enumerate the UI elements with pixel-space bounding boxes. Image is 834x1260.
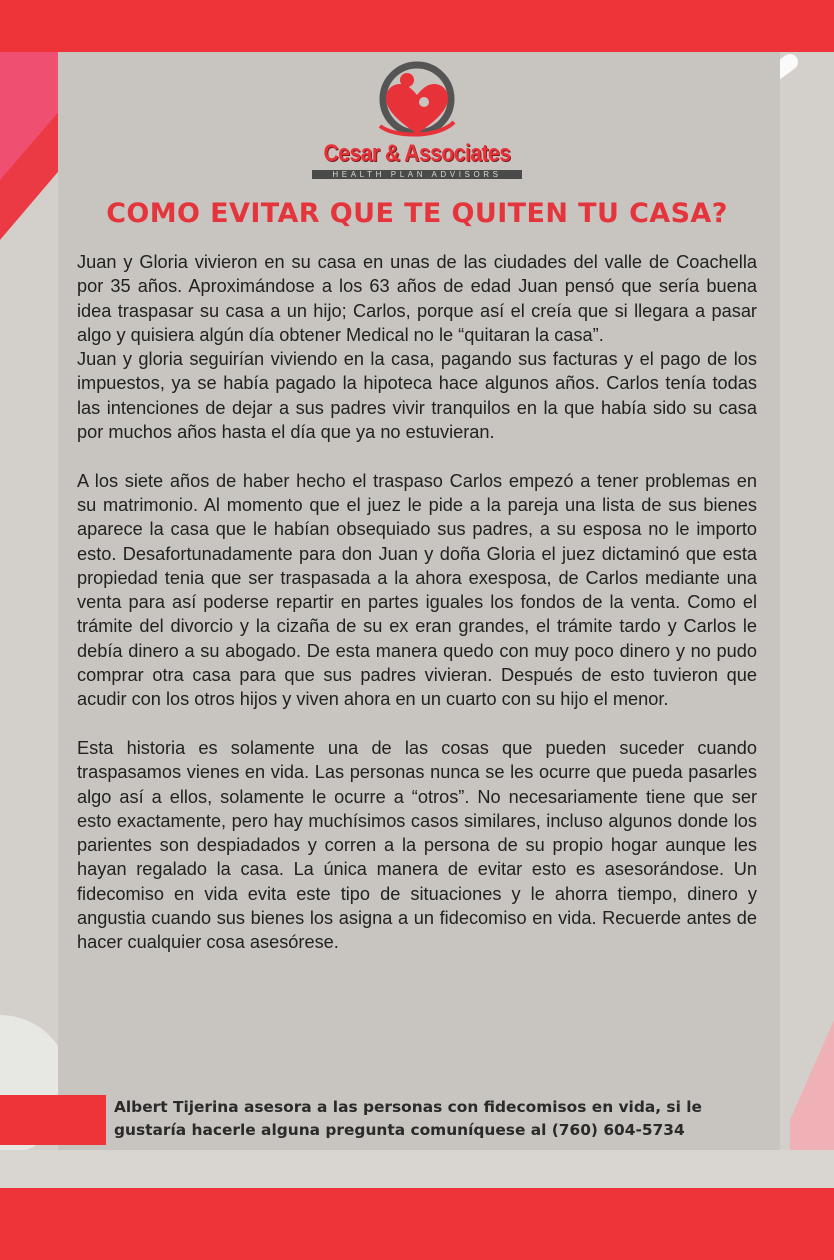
bottom-grey-band [0, 1150, 834, 1188]
paragraph-1: Juan y Gloria vivieron en su casa en unas de las ciudades del valle de Coachella por 35 años. Aproximándose a los 63 años de edad Juan pensó que sería buena idea traspasar su casa a un hijo; Carlos, porque así el creía que si llegara a pasar algo y quisiera algún día obtener Medical no le “quitaran la casa”. [77, 252, 757, 345]
article-title: COMO EVITAR QUE TE QUITEN TU CASA? [106, 198, 728, 229]
footer-red-bar [0, 1095, 106, 1145]
bottom-red-band [0, 1188, 834, 1260]
paragraph-4: Esta historia es solamente una de las cosas que pueden suceder cuando traspasamos vienes en vida. Las personas nunca se les ocurre que pueda pasarles algo así a ellos, solamente le ocurre a “otros”. No necesariamente tiene que ser esto exactamente, pero hay muchísimos casos similares, incluso algunos donde los parientes son despiadados y corren a la persona de su propio hogar aunque les hayan regalado la casa. La única manera de evitar esto es asesorándose. Un fidecomiso en vida evita este tipo de situaciones y le ahorra tiempo, dinero y angustia cuando sus bienes los asigna a un fidecomiso en vida. Recuerde antes de hacer cualquier cosa asesórese. [77, 737, 757, 953]
brand-name: Cesar & Associates [323, 140, 511, 167]
paragraph-3: A los siete años de haber hecho el traspaso Carlos empezó a tener problemas en su matrimonio. Al momento que el juez le pide a la pareja una lista de sus bienes aparece la casa que le habían obsequiado sus padres, a su esposa no le importo esto. Desafortunadamente para don Juan y doña Gloria el juez dictaminó que esta propiedad tenia que ser traspasada a la ahora exesposa, de Carlos mediante una venta para así poderse repartir en partes iguales los fondos de la venta. Como el trámite del divorcio y la cizaña de su ex eran grandes, el trámite tardo y Carlos le debía dinero a su abogado. De esta manera quedo con muy poco dinero y no pudo comprar otra casa para que sus padres vivieran. Después de esto tuvieron que acudir con los otros hijos y viven ahora en un cuarto con su hijo el menor. [77, 470, 757, 710]
article-body [77, 250, 757, 955]
contact-note: Albert Tijerina asesora a las personas con fidecomisos en vida, si le gustaría hacerle alguna pregunta comuníquese al (760) 604-5734 [114, 1098, 702, 1139]
brand-tagline: HEALTH PLAN ADVISORS [312, 170, 522, 179]
paragraph-2: Juan y gloria seguirían viviendo en la casa, pagando sus facturas y el pago de los impuestos, ya se había pagado la hipoteca hace algunos años. Carlos tenía todas las intenciones de dejar a sus padres vivir tranquilos en la que había sido su casa por muchos años hasta el día que ya no estuvieran. [77, 349, 757, 443]
